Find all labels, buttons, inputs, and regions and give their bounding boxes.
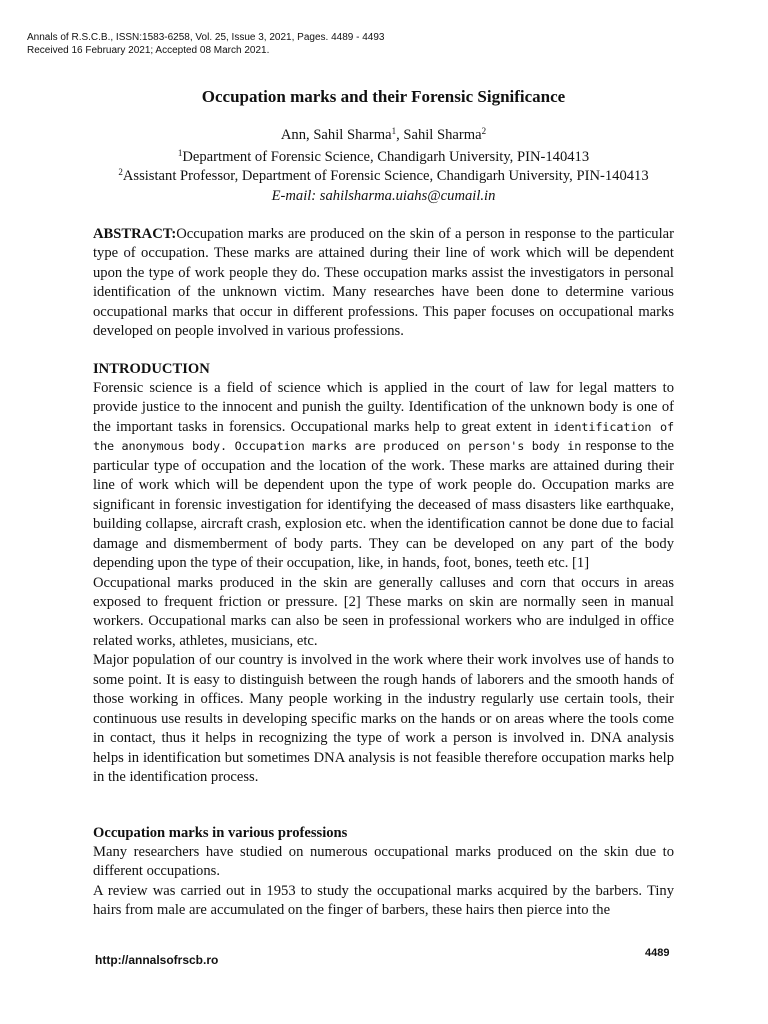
introduction-paragraph-1 [93, 379, 674, 574]
introduction-paragraph-3: Major population of our country is involved in the work where their work involves use of hands to some point. It is easy to distinguish between the rough hands of laborers and the smooth hands of those working in offices. Many people working in the industry regularly use certain tools, their continuous use results in developing specific marks on the hands or on areas where the tools come in contact, thus it helps in recognizing the type of work a person is involved in. DNA analysis helps in identification but sometimes DNA analysis is not feasible therefore occupation marks help in the identification process. [93, 652, 674, 786]
received-accepted-dates: Received 16 February 2021; Accepted 08 March 2021. [27, 45, 270, 56]
author-sup-2: 2 [481, 126, 487, 136]
affiliation-1 [93, 148, 674, 167]
author-email: E-mail: sahilsharma.uiahs@cumail.in [271, 188, 496, 204]
affiliation-2-sup: 2 [118, 167, 123, 177]
intro-p1-part-b: response to the particular type of occupation and the location of the work. These marks are attained during their line of work which will be dependent upon the type of work people do. Occupation marks are significant in forensic investigation for identifying the deceased of mass disasters like earthquake, building collapse, aircraft crash, explosion etc. when the identification cannot be done due to facial damage and dismemberment of body parts. They can be developed on any part of the body depending upon the type of their occupation, like, in hands, foot, bones, teeth etc. [1] [93, 438, 674, 572]
introduction-body [93, 379, 674, 788]
author-sup-1: 1 [391, 126, 397, 136]
author-line [93, 126, 674, 145]
affiliation-2 [93, 167, 674, 186]
abstract-label: ABSTRACT: [93, 226, 177, 242]
affiliation-2-text: Assistant Professor, Department of Forensic Science, Chandigarh University, PIN-140413 [122, 168, 649, 184]
abstract [93, 225, 674, 342]
section-occupation-marks-body [93, 843, 674, 921]
section-heading-occupation-marks: Occupation marks in various professions [93, 825, 348, 841]
paper-title: Occupation marks and their Forensic Significance [201, 87, 566, 106]
section2-paragraph-1: Many researchers have studied on numerous occupational marks produced on the skin due to different occupations. [93, 844, 674, 880]
intro-p1-part-a: Forensic science is a field of science which is applied in the court of law for legal matters to provide justice to the innocent and punish the guilty. Identification of the unknown body is one of the important tasks in forensics. Occupational marks help to great extent in [93, 380, 674, 435]
intro-p1-monospace-line: identification of the anonymous body. Occupation marks are produced on person's body in [93, 419, 674, 454]
author-names-b: , Sahil Sharma [396, 127, 482, 143]
introduction-heading: INTRODUCTION [93, 361, 210, 377]
introduction-paragraph-2: Occupational marks produced in the skin are generally calluses and corn that occurs in areas exposed to frequent friction or pressure. [2] These marks on skin are normally seen in manual workers. Occupational marks can also be seen in professional workers who are indulged in office related works, athletes, musicians, etc. [93, 574, 674, 649]
journal-citation-line: Annals of R.S.C.B., ISSN:1583-6258, Vol. 25, Issue 3, 2021, Pages. 4489 - 4493 [27, 32, 385, 43]
author-names-a: Ann, Sahil Sharma [280, 127, 392, 143]
affiliation-1-sup: 1 [177, 148, 183, 158]
abstract-text: Occupation marks are produced on the skin of a person in response to the particular type of occupation. These marks are attained during their line of work which will be dependent upon the type of work people they do. These occupation marks assist the investigators in personal identification of the unknown victim. Many researches have been done to determine various occupational marks that occur in different professions. This paper focuses on occupational marks developed on people involved in various professions. [93, 226, 674, 340]
affiliation-1-text: Department of Forensic Science, Chandigarh University, PIN-140413 [182, 149, 590, 165]
footer-url: http://annalsofrscb.ro [95, 953, 219, 967]
page-number: 4489 [645, 947, 670, 959]
section2-paragraph-2: A review was carried out in 1953 to study the occupational marks acquired by the barbers. Tiny hairs from male are accumulated on the finger of barbers, these hairs then pierce into the [93, 882, 674, 919]
